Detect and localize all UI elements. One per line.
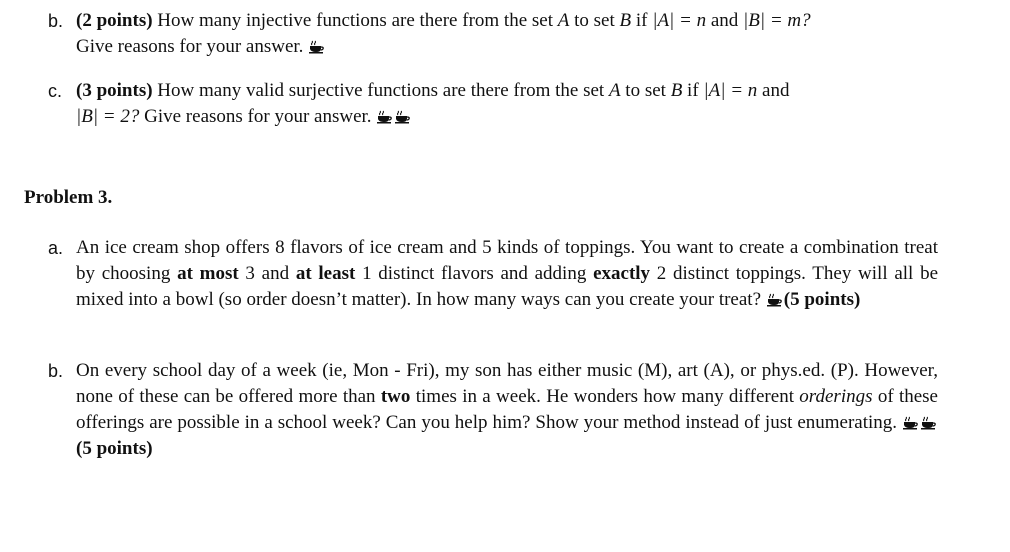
text-fragment: times in a week. He wonders how many different [415,386,794,407]
math-set-b: B [619,10,632,31]
math-condition: |B| = 2? [76,106,140,127]
text-fragment: if [687,80,699,101]
points-label: (5 points) [783,289,861,310]
question-sentence: How many injective functions are there from the set [157,10,553,31]
coffee-cup-icon [903,416,919,430]
question-text [76,358,938,462]
text-fragment: On every school day of a week (ie, Mon - Fri), my son has either music (M), art (A), or phys.ed. (P). However, none of these can be offered more than [76,360,938,407]
coffee-cup-icon [767,293,783,307]
question-label: b. [48,361,64,381]
text-fragment: 2 distinct toppings. They will all be mixed into a bowl (so order doesn’t matter). In how many ways can you create your treat? [76,263,939,310]
italic-text: orderings [799,386,873,407]
emphasis-text: at most [177,263,239,284]
question-sentence: Give reasons for your answer. [76,36,304,57]
text-fragment: and [762,80,790,101]
question-text [76,235,938,313]
problem3-question-a [48,235,938,313]
problem-heading: Problem 3. [24,187,113,208]
question-text [76,8,938,60]
question-sentence: How many valid surjective functions are there from the set [157,80,605,101]
question-text [76,78,938,130]
text-fragment: if [635,10,648,31]
question-sentence: Give reasons for your answer. [144,106,372,127]
math-set-a: A [608,80,621,101]
question-label: a. [48,238,64,258]
question-label: c. [48,81,63,101]
math-set-b: B [670,80,683,101]
math-condition: |B| = m? [743,10,811,31]
points-label: (2 points) [76,10,153,31]
math-condition: |A| = n [652,10,707,31]
math-condition: |A| = n [703,80,758,101]
emphasis-text: two [380,386,411,407]
text-fragment: and [710,10,739,31]
text-fragment: to set [625,80,666,101]
text-fragment: 1 distinct flavors and adding [362,263,587,284]
text-fragment: to set [574,10,615,31]
question-b [48,8,938,60]
coffee-cup-icon [309,40,325,54]
coffee-cup-icon [377,110,393,124]
text-fragment: 3 and [245,263,290,284]
emphasis-text: exactly [593,263,651,284]
math-set-a: A [557,10,570,31]
text-fragment: An ice cream shop offers 8 flavors of ice cream and 5 kinds of toppings. You want to create a combination treat by choosing [76,237,938,284]
question-c [48,78,938,130]
coffee-cup-icon [395,110,411,124]
problem3-question-b [48,358,938,462]
coffee-cup-icon [921,416,937,430]
text-fragment: of these offerings are possible in a school week? Can you help him? Show your method instead of just enumerating. [76,386,938,433]
question-label: b. [48,11,64,31]
points-label: (3 points) [76,80,153,101]
emphasis-text: at least [295,263,356,284]
points-label: (5 points) [76,438,153,459]
